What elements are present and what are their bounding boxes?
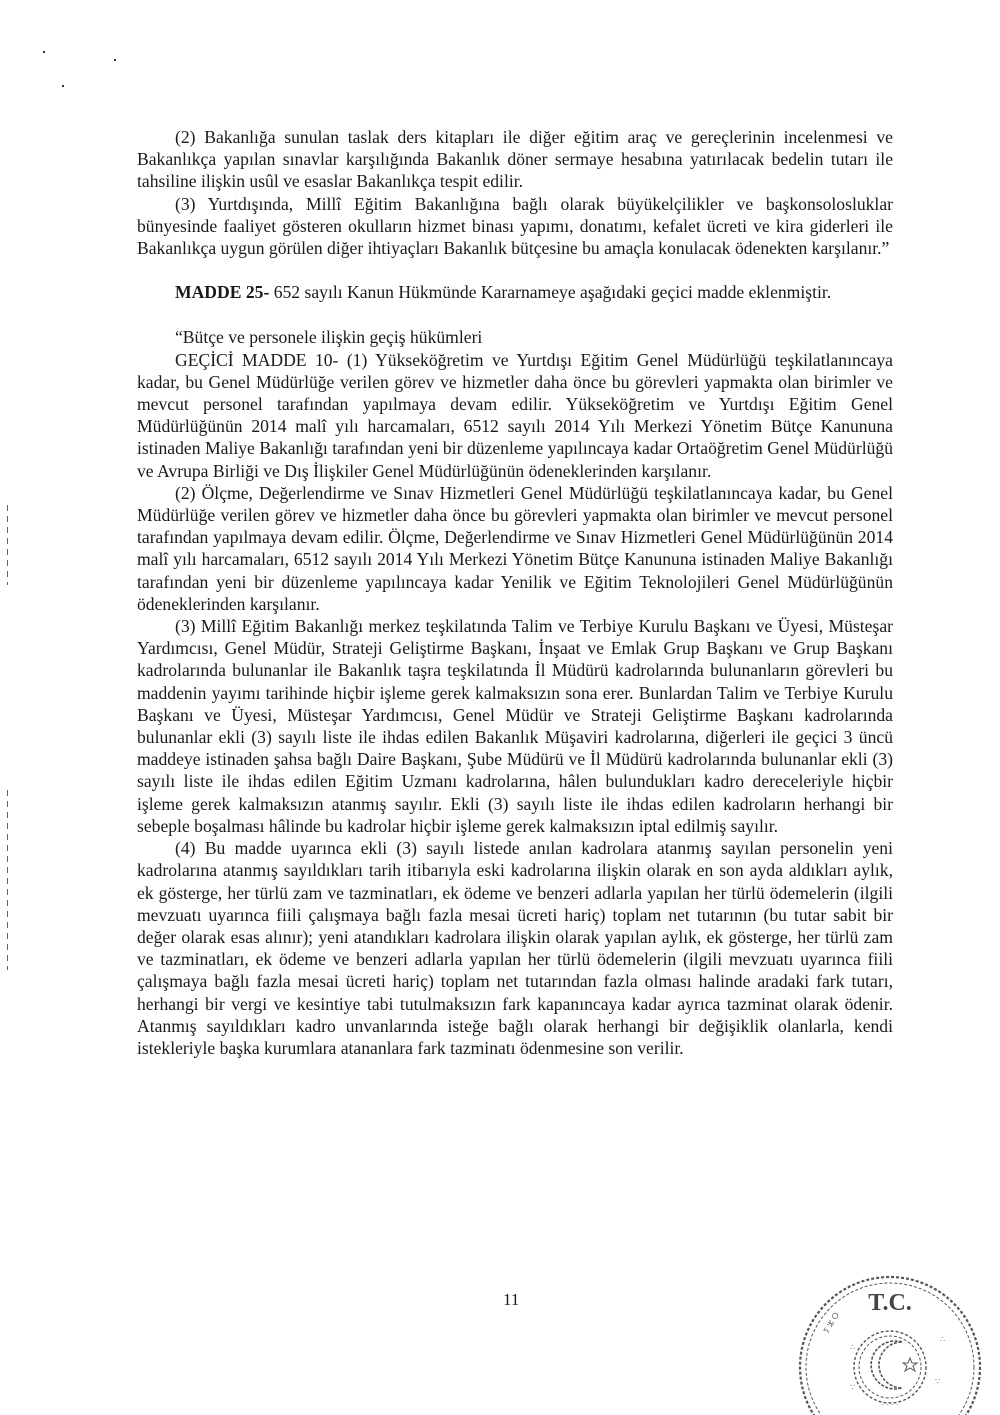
svg-text:∵: ∵ [850, 1383, 856, 1392]
scan-speck [62, 85, 64, 87]
svg-text:∵: ∵ [935, 1377, 941, 1386]
svg-text:∴: ∴ [850, 1343, 856, 1352]
document-body [137, 126, 893, 1059]
temporary-article-10-clause-3: (3) Millî Eğitim Bakanlığı merkez teşkilatında Talim ve Terbiye Kurulu Başkanı ve Üyesi, Müsteşar Yardımcısı, Genel Müdür, Strateji Geliştirme Başkanı, İnşaat ve Emlak Grup Başkanı ve Grup Başkanı kadrolarında bulunanlar ile Bakanlık taşra teşkilatında İl Müdürü kadrolarında bulunanların görevleri bu maddenin yayımı tarihinde hiçbir işleme gerek kalmaksızın sona erer. Bunlardan Talim ve Terbiye Kurulu Başkanı ve Üyesi, Müsteşar Yardımcısı, Genel Müdür ve Strateji Geliştirme Başkanı kadrolarında bulunanlar ekli (3) sayılı liste ile ihdas edilen Bakanlık Müşaviri kadrolarına, diğerleri ile geçici 3 üncü maddeye istinaden şahsa bağlı Daire Başkanı, Şube Müdürü ve İl Müdürü kadrolarında bulunanlar ekli (3) sayılı liste ile ihdas edilen Eğitim Uzmanı kadrolarına, hâlen bulundukları kadro dereceleriyle hiçbir işleme gerek kalmaksızın atanmış sayılır. Ekli (3) sayılı liste ile ihdas edilen kadroların herhangi bir sebeple boşalması hâlinde bu kadrolar hiçbir işleme gerek kalmaksızın iptal edilmiş sayılır. [137, 616, 893, 836]
svg-text:ⵢ ⵣ ⵔ: ⵢ ⵣ ⵔ [821, 1310, 842, 1335]
article-25 [137, 281, 893, 303]
temporary-article-10-clause-2: (2) Ölçme, Değerlendirme ve Sınav Hizmetleri Genel Müdürlüğü teşkilatlanıncaya kadar, bu Genel Müdürlüğe verilen görev ve hizmetler daha önce bu görevleri yapmakta olan birimler ve mevcut personel tarafından yapılmaya devam edilir. Ölçme, Değerlendirme ve Sınav Hizmetleri Genel Müdürlüğünün 2014 malî yılı harcamaları, 6512 sayılı 2014 Yılı Merkezi Yönetim Bütçe Kanununa istinaden Maliye Bakanlığı tarafından yeni bir düzenleme yapılıncaya kadar Yenilik ve Eğitim Teknolojileri Genel Müdürlüğünün ödeneklerinden karşılanır. [137, 482, 893, 614]
article-25-heading: MADDE 25- [175, 282, 270, 303]
scan-margin-mark [7, 505, 8, 585]
seal-text: T.C. [868, 1290, 912, 1316]
page-number: 11 [503, 1290, 520, 1309]
paragraph-2: (2) Bakanlığa sunulan taslak ders kitapları ile diğer eğitim araç ve gereçlerinin incelenmesi ve Bakanlıkça yapılan sınavlar karşılığında Bakanlık döner sermaye hesabına yatırılacak bedelin tutarı ile tahsiline ilişkin usûl ve esaslar Bakanlıkça tespit edilir. [137, 127, 893, 192]
svg-text:∴: ∴ [940, 1335, 946, 1344]
temporary-article-10-clause-1: GEÇİCİ MADDE 10- (1) Yükseköğretim ve Yurtdışı Eğitim Genel Müdürlüğü teşkilatlanıncaya kadar, bu Genel Müdürlüğe verilen görev ve hizmetler daha önce bu görevleri yapmakta olan birimler ve mevcut personel tarafından yapılmaya devam edilir. Yükseköğretim ve Yurtdışı Eğitim Genel Müdürlüğünün 2014 malî yılı harcamaları, 6512 sayılı 2014 Yılı Merkezi Yönetim Bütçe Kanununa istinaden Maliye Bakanlığı tarafından yeni bir düzenleme yapılıncaya kadar Ortaöğretim Genel Müdürlüğü ve Avrupa Birliği ve Dış İlişkiler Genel Müdürlüğünün ödeneklerinden karşılanır. [137, 349, 893, 481]
scan-speck [114, 59, 116, 61]
section-title: “Bütçe ve personele ilişkin geçiş hükümleri [175, 327, 483, 348]
seal-icon [790, 1272, 990, 1415]
paragraph-3: (3) Yurtdışında, Millî Eğitim Bakanlığına bağlı olarak büyükelçilikler ve başkonsolosluklar bünyesinde faaliyet gösteren okulların hizmet binası yapımı, donatımı, kefalet ücreti ve kira giderleri ile Bakanlıkça uygun görülen diğer ihtiyaçları Bakanlık bütçesine bu amaçla konulacak ödenekten karşılanır.” [137, 193, 893, 259]
official-seal-stamp [790, 1272, 990, 1415]
scan-speck [43, 51, 45, 53]
article-25-text: 652 sayılı Kanun Hükmünde Kararnameye aşağıdaki geçici madde eklenmiştir. [269, 282, 832, 303]
svg-text:· · · ·: · · · · [881, 1400, 899, 1409]
temporary-article-10-clause-4: (4) Bu madde uyarınca ekli (3) sayılı listede anılan kadrolara atanmış sayılan personelin yeni kadrolarına atanmış sayıldıkları tarih itibarıyla eski kadrolarına ilişkin olarak en son ayda aldıkları aylık, ek gösterge, her türlü zam ve tazminatları, ek ödeme ve benzeri adlarla yapılan her türlü ödemelerin (ilgili mevzuatı uyarınca fiili çalışmaya bağlı fazla mesai ücreti hariç) toplam net tutarının (bu tutar sabit bir değer olarak esas alınır); yeni atandıkları kadrolara ilişkin olarak yapılan aylık, ek gösterge, her türlü zam ve tazminatları, ek ödeme ve benzeri adlarla yapılan her türlü ödemelerin (ilgili mevzuatı uyarınca fiili çalışmaya bağlı fazla mesai ücreti hariç) toplam net tutarından fazla olması halinde aradaki fark tutarı, herhangi bir vergi ve kesintiye tabi tutulmaksızın fark kapanıncaya kadar ayrıca tazminat olarak ödenir. Atanmış sayıldıkları kadro unvanlarında isteğe bağlı olarak herhangi bir değişiklik olanlarla, kendi istekleriyle başka kurumlara atananlara fark tazminatı ödenmesine son verilir. [137, 838, 893, 1058]
scan-margin-mark [7, 790, 8, 970]
